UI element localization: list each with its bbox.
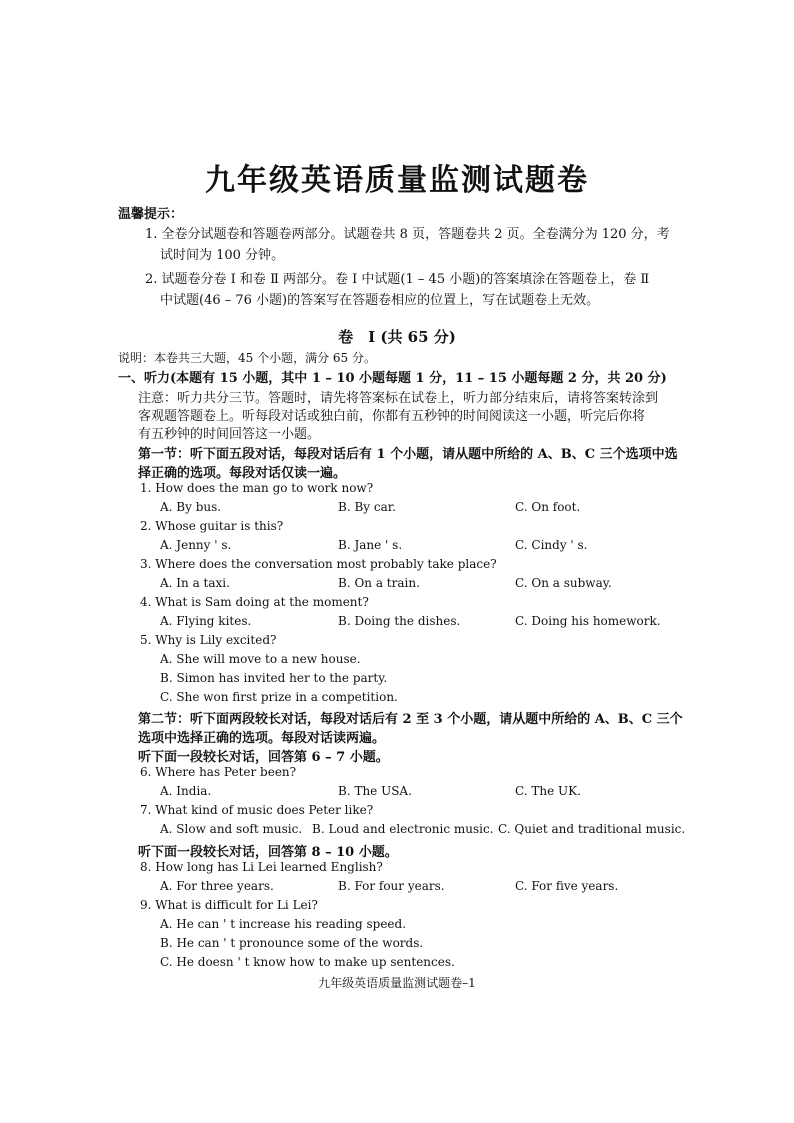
option-b: B. For four years. bbox=[338, 879, 445, 893]
section2-instruction: 第二节：听下面两段较长对话，每段对话后有 2 至 3 个小题，请从题中所给的 A、B、C 三个 bbox=[138, 712, 683, 727]
tip-2-line-1: 2. 试题卷分卷 Ⅰ 和卷 Ⅱ 两部分。卷 Ⅰ 中试题(1 – 45 小题)的答案填涂在答题卷上，卷 Ⅱ bbox=[145, 272, 650, 287]
part1-note-line: 注意：听力共分三节。答题时，请先将答案标在试卷上，听力部分结束后，请将答案转涂到 bbox=[138, 391, 659, 406]
option-c: C. Quiet and traditional music. bbox=[498, 822, 686, 836]
question-text: 2. Whose guitar is this? bbox=[140, 519, 284, 533]
option-b: B. The USA. bbox=[338, 784, 412, 798]
option-a: A. Slow and soft music. bbox=[160, 822, 303, 836]
option-c: C. The UK. bbox=[515, 784, 581, 798]
dialogue-intro: 听下面一段较长对话，回答第 6 – 7 小题。 bbox=[138, 750, 389, 765]
question-text: 7. What kind of music does Peter like? bbox=[140, 803, 374, 817]
question-text: 1. How does the man go to work now? bbox=[140, 481, 374, 495]
option-a: A. Jenny ' s. bbox=[160, 538, 232, 552]
dialogue-intro: 听下面一段较长对话，回答第 8 – 10 小题。 bbox=[138, 845, 398, 860]
option-b: B. He can ' t pronounce some of the words. bbox=[160, 936, 424, 950]
tip-1-line-2: 试时间为 100 分钟。 bbox=[160, 248, 285, 263]
page-footer: 九年级英语质量监测试题卷–1 bbox=[318, 976, 476, 990]
tips-heading: 温馨提示： bbox=[118, 207, 184, 222]
option-b: B. Jane ' s. bbox=[338, 538, 403, 552]
option-a: A. He can ' t increase his reading speed. bbox=[160, 917, 407, 931]
section1-instruction: 择正确的选项。每段对话仅读一遍。 bbox=[138, 466, 347, 481]
option-b: B. Simon has invited her to the party. bbox=[160, 671, 388, 685]
option-a: A. She will move to a new house. bbox=[160, 652, 361, 666]
question-text: 8. How long has Li Lei learned English? bbox=[140, 860, 383, 874]
section2-instruction: 选项中选择正确的选项。每段对话读两遍。 bbox=[138, 731, 386, 746]
part1-note-line: 有五秒钟的时间回答这一小题。 bbox=[138, 427, 321, 442]
option-c: C. Cindy ' s. bbox=[515, 538, 588, 552]
option-a: A. In a taxi. bbox=[160, 576, 230, 590]
tip-1-line-1: 1. 全卷分试题卷和答题卷两部分。试题卷共 8 页，答题卷共 2 页。全卷满分为 120 分，考 bbox=[145, 227, 670, 242]
section-title: 卷 Ⅰ (共 65 分) bbox=[338, 328, 456, 346]
part1-heading: 一、听力(本题有 15 小题，其中 1 – 10 小题每题 1 分，11 – 15 小题每题 2 分，共 20 分) bbox=[118, 371, 667, 386]
option-b: B. By car. bbox=[338, 500, 396, 514]
option-c: C. She won first prize in a competition. bbox=[160, 690, 398, 704]
part1-note-line: 客观题答题卷上。听每段对话或独白前，你都有五秒钟的时间阅读这一小题，听完后你将 bbox=[138, 409, 646, 424]
option-a: A. India. bbox=[160, 784, 212, 798]
option-c: C. Doing his homework. bbox=[515, 614, 661, 628]
option-c: C. He doesn ' t know how to make up sentences. bbox=[160, 955, 455, 969]
question-text: 5. Why is Lily excited? bbox=[140, 633, 277, 647]
option-b: B. Loud and electronic music. bbox=[312, 822, 494, 836]
option-b: B. On a train. bbox=[338, 576, 420, 590]
question-text: 9. What is difficult for Li Lei? bbox=[140, 898, 318, 912]
option-a: A. By bus. bbox=[160, 500, 222, 514]
option-a: A. For three years. bbox=[160, 879, 274, 893]
option-b: B. Doing the dishes. bbox=[338, 614, 461, 628]
question-text: 3. Where does the conversation most probably take place? bbox=[140, 557, 497, 571]
section-note: 说明：本卷共三大题，45 个小题，满分 65 分。 bbox=[118, 351, 376, 365]
option-c: C. On foot. bbox=[515, 500, 581, 514]
question-text: 4. What is Sam doing at the moment? bbox=[140, 595, 369, 609]
page-title: 九年级英语质量监测试题卷 bbox=[205, 163, 589, 198]
question-text: 6. Where has Peter been? bbox=[140, 765, 297, 779]
tip-2-line-2: 中试题(46 – 76 小题)的答案写在答题卷相应的位置上，写在试题卷上无效。 bbox=[160, 293, 600, 308]
option-c: C. For five years. bbox=[515, 879, 619, 893]
option-a: A. Flying kites. bbox=[160, 614, 252, 628]
section1-instruction: 第一节：听下面五段对话，每段对话后有 1 个小题，请从题中所给的 A、B、C 三个选项中选 bbox=[138, 447, 678, 462]
option-c: C. On a subway. bbox=[515, 576, 612, 590]
